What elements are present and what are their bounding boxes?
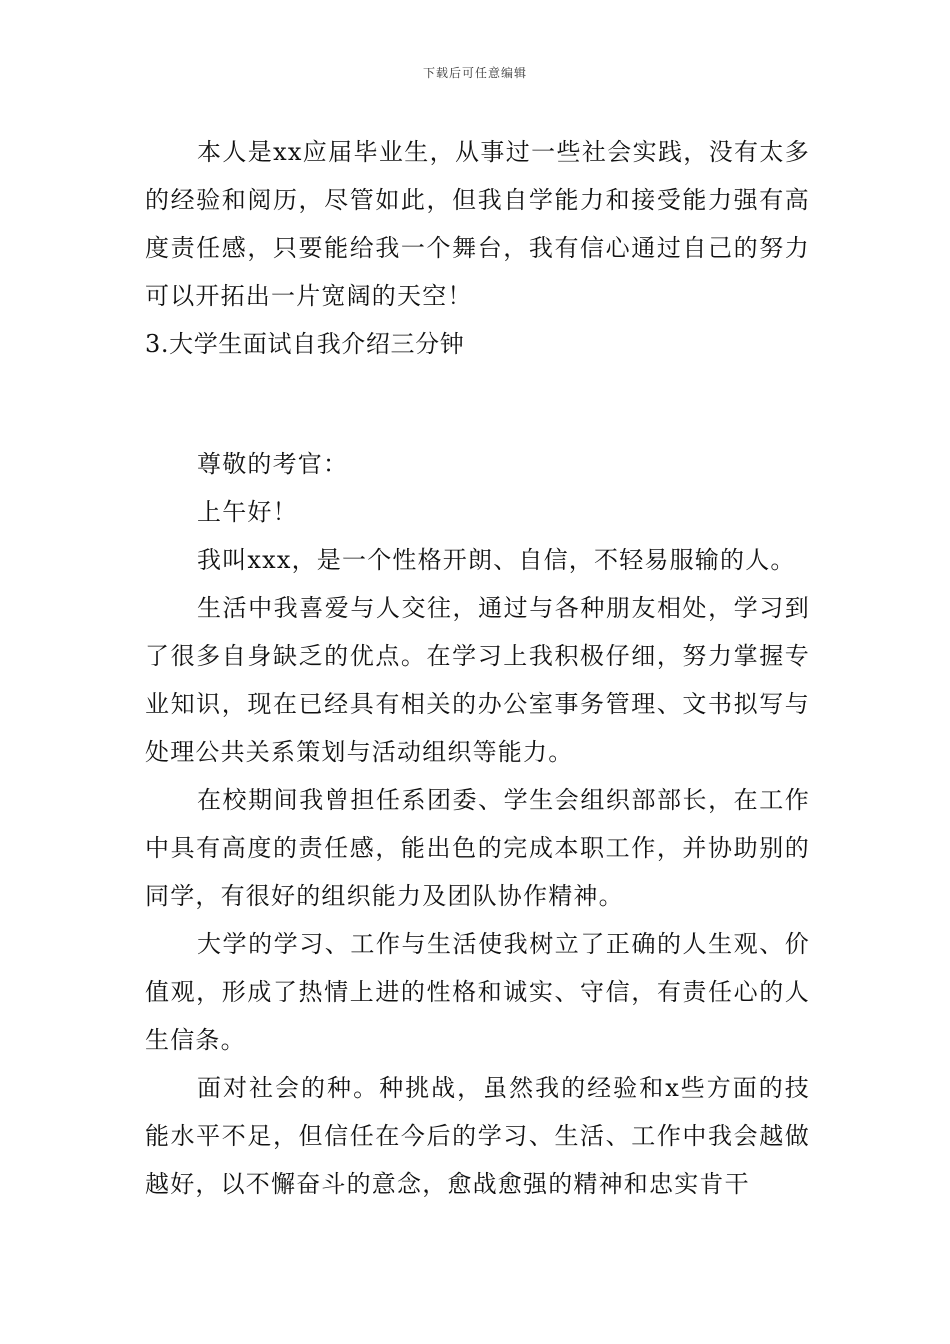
blank-space — [145, 368, 810, 440]
page-header: 下载后可任意编辑 — [422, 66, 527, 80]
intro-paragraph: 本人是xx应届毕业生，从事过一些社会实践，没有太多的经验和阅历，尽管如此，但我自学能力和接受能力强有高度责任感，只要能给我一个舞台，我有信心通过自己的努力可以开拓出一片宽阔的天空！ — [145, 138, 810, 310]
paragraph-challenges: 面对社会的种。种挑战，虽然我的经验和x些方面的技能水平不足，但信任在今后的学习、生活、工作中我会越做越好，以不懈奋斗的意念，愈战愈强的精神和忠实肯干 — [145, 1074, 810, 1198]
salutation: 尊敬的考官： — [197, 450, 349, 478]
paragraph-name: 我叫xxx，是一个性格开朗、自信，不轻易服输的人。 — [197, 546, 796, 574]
paragraph-life-study: 生活中我喜爱与人交往，通过与各种朋友相处，学习到了很多自身缺乏的优点。在学习上我积极仔细，努力掌握专业知识，现在已经具有相关的办公室事务管理、文书拟写与处理公共关系策划与活动组织等能力。 — [145, 594, 810, 766]
document-body — [145, 128, 810, 1208]
paragraph-values: 大学的学习、工作与生活使我树立了正确的人生观、价值观，形成了热情上进的性格和诚实、守信，有责任心的人生信条。 — [145, 930, 810, 1054]
greeting: 上午好！ — [197, 498, 298, 526]
paragraph-campus-roles: 在校期间我曾担任系团委、学生会组织部部长，在工作中具有高度的责任感，能出色的完成本职工作，并协助别的同学，有很好的组织能力及团队协作精神。 — [145, 786, 810, 910]
section-heading: 3.大学生面试自我介绍三分钟 — [145, 330, 465, 358]
